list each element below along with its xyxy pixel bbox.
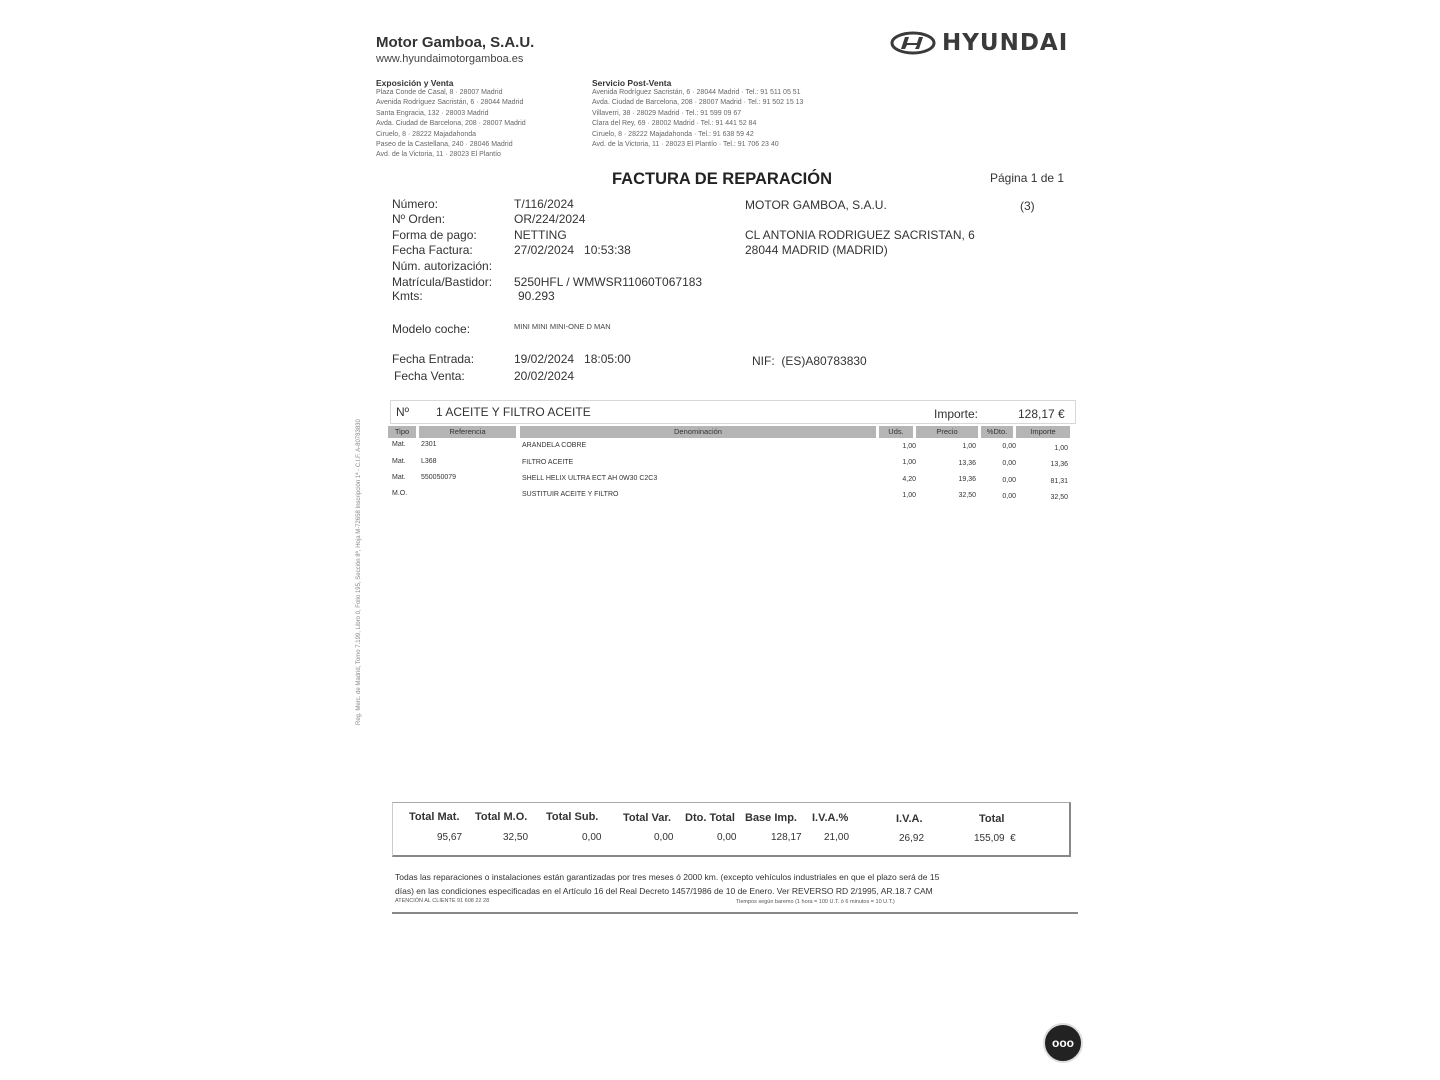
service-addresses (592, 78, 803, 150)
modelo-value: MINI MINI MINI-ONE D MAN (514, 322, 611, 331)
col-dto: %Dto. (981, 426, 1013, 438)
fecha-factura-value: 27/02/2024 10:53:38 (514, 243, 631, 257)
cell-tipo: Mat. (392, 474, 406, 481)
matricula-label: Matrícula/Bastidor: (392, 275, 493, 289)
fecha-factura-label: Fecha Factura: (392, 243, 473, 257)
cell-precio: 32,50 (958, 492, 976, 499)
total-sub-label: Total Sub. (546, 811, 599, 823)
total-sub-value: 0,00 (582, 832, 602, 843)
numero-label: Número: (392, 197, 439, 211)
iva-label: I.V.A. (896, 813, 923, 825)
address-line: Avda. Ciudad de Barcelona, 208 · 28007 Madrid · Tel.: 91 502 15 13 (592, 99, 804, 107)
dto-total-value: 0,00 (717, 832, 737, 843)
legal-line-2: días) en las condiciones especificadas en el Artículo 16 del Real Decreto 1457/1986 de 10 de Enero. Ver REVERSO RD 2/1995, AR.18.7 CAM (395, 886, 933, 896)
sales-addresses (376, 78, 526, 161)
total-value: 155,09 € (974, 833, 1016, 844)
orden-value: OR/224/2024 (514, 212, 586, 226)
pago-label: Forma de pago: (392, 228, 477, 242)
address-line: Avd. de la Victoria, 11 · 28023 El Plantío (376, 151, 501, 159)
total-mo-value: 32,50 (503, 832, 529, 843)
company-website: www.hyundaimotorgamboa.es (376, 53, 524, 65)
cell-tipo: Mat. (392, 458, 406, 465)
address-line: Avd. de la Victoria, 11 · 28023 El Plantío · Tel.: 91 706 23 40 (592, 141, 779, 149)
cell-tipo: M.O. (392, 490, 408, 497)
cell-precio: 19,36 (958, 476, 976, 483)
col-tipo: Tipo (388, 426, 416, 438)
brand-name: HYUNDAI (942, 30, 1069, 56)
cell-uds: 4,20 (902, 476, 916, 483)
cell-uds: 1,00 (902, 443, 916, 450)
address-line: Santa Engracia, 132 · 28003 Madrid (376, 109, 489, 117)
document-title: FACTURA DE REPARACIÓN (612, 170, 833, 188)
total-var-value: 0,00 (654, 832, 674, 843)
col-importe: Importe (1016, 426, 1070, 438)
modelo-label: Modelo coche: (392, 322, 471, 336)
total-var-label: Total Var. (623, 812, 672, 824)
col-precio: Precio (916, 426, 978, 438)
fecha-venta-value: 20/02/2024 (514, 369, 575, 383)
cell-uds: 1,00 (902, 492, 916, 499)
cell-referencia: L368 (421, 458, 437, 465)
cell-precio: 13,36 (958, 460, 976, 467)
iva-pct-value: 21,00 (824, 832, 850, 843)
legal-line-1: Todas las reparaciones o instalaciones están garantizadas por tres meses ó 2000 km. (excepto vehículos industriales en que el plazo será de 15 (395, 872, 940, 882)
kms-value: 90.293 (518, 289, 555, 303)
registration-side-text: Reg. Merc. de Madrid, Tomo 7.199, Libro 0, Folio 195, Sección 8ª, Hoja M-72658 Inscripción 1ª - C.I.F. A-80783830 (356, 419, 362, 725)
line-description: 1 ACEITE Y FILTRO ACEITE (436, 405, 591, 419)
brand-logo (890, 30, 1068, 56)
cell-denominacion: ARANDELA COBRE (522, 442, 587, 449)
cell-uds: 1,00 (902, 459, 916, 466)
orden-label: Nº Orden: (392, 212, 446, 226)
fecha-venta-label: Fecha Venta: (394, 369, 465, 383)
customer-nif: NIF: (ES)A80783830 (752, 354, 867, 368)
cell-referencia: 2301 (421, 441, 437, 448)
page-number: Página 1 de 1 (990, 171, 1065, 185)
col-referencia: Referencia (419, 426, 516, 438)
cell-importe: 1,00 (1054, 445, 1068, 452)
dto-total-label: Dto. Total (685, 812, 735, 824)
address-line: Paseo de la Castellana, 240 · 28046 Madrid (376, 141, 513, 149)
address-line: Avda. Ciudad de Barcelona, 208 · 28007 Madrid (376, 120, 526, 128)
labour-time-note: Tiempos según baremo (1 hora = 100 U.T. ó 6 minutos = 10 U.T.) (736, 899, 895, 905)
base-imp-label: Base Imp. (745, 812, 797, 824)
base-imp-value: 128,17 (771, 832, 802, 843)
iva-pct-label: I.V.A.% (812, 812, 849, 824)
total-label: Total (979, 813, 1005, 825)
cell-precio: 1,00 (962, 443, 976, 450)
address-line: Villaverri, 38 · 28029 Madrid · Tel.: 91 599 09 67 (592, 109, 742, 117)
cell-tipo: Mat. (392, 441, 406, 448)
autorizacion-label: Núm. autorización: (392, 259, 493, 273)
line-number-label: Nº (396, 405, 410, 419)
hyundai-logo-icon (890, 31, 936, 55)
customer-code: (3) (1020, 199, 1035, 213)
cell-importe: 81,31 (1050, 478, 1068, 485)
cell-denominacion: FILTRO ACEITE (522, 459, 574, 466)
pago-value: NETTING (514, 228, 567, 242)
cell-referencia: 550050079 (421, 474, 457, 481)
address-line: Plaza Conde de Casal, 8 · 28007 Madrid (376, 89, 503, 96)
address-line: Clara del Rey, 69 · 28002 Madrid · Tel.: 91 441 52 84 (592, 120, 757, 128)
address-line: Ciruelo, 8 · 28222 Majadahonda · Tel.: 91 638 59 42 (592, 130, 754, 138)
total-mat-value: 95,67 (437, 832, 463, 843)
line-importe: 128,17 € (1018, 407, 1065, 421)
cell-dto: 0,00 (1002, 493, 1016, 500)
fecha-entrada-value: 19/02/2024 18:05:00 (514, 352, 631, 366)
fecha-entrada-label: Fecha Entrada: (392, 352, 475, 366)
iva-value: 26,92 (899, 833, 925, 844)
kms-label: Kmts: (392, 289, 423, 303)
cell-dto: 0,00 (1002, 460, 1016, 467)
matricula-value: 5250HFL / WMWSR11060T067183 (514, 275, 703, 289)
customer-name: MOTOR GAMBOA, S.A.U. (745, 198, 887, 212)
line-importe-label: Importe: (934, 407, 979, 421)
customer-address-1: CL ANTONIA RODRIGUEZ SACRISTAN, 6 (745, 228, 975, 242)
customer-service-phone: ATENCIÓN AL CLIENTE 91 608 22 28 (395, 898, 490, 904)
address-line: Ciruelo, 8 · 28222 Majadahonda (376, 130, 477, 138)
customer-address-2: 28044 MADRID (MADRID) (745, 243, 888, 257)
cell-dto: 0,00 (1002, 443, 1016, 450)
sales-title: Exposición y Venta (376, 78, 454, 88)
total-mat-label: Total Mat. (409, 811, 460, 823)
footer-divider (392, 912, 1078, 914)
cell-importe: 32,50 (1050, 494, 1068, 501)
cell-dto: 0,00 (1002, 477, 1016, 484)
cell-denominacion: SUSTITUIR ACEITE Y FILTRO (522, 491, 619, 498)
watermark-badge: ooo (1043, 1023, 1083, 1063)
total-mo-label: Total M.O. (475, 811, 528, 823)
cell-importe: 13,36 (1050, 461, 1068, 468)
numero-value: T/116/2024 (514, 197, 574, 211)
cell-denominacion: SHELL HELIX ULTRA ECT AH 0W30 C2C3 (522, 475, 658, 482)
col-uds: Uds. (879, 426, 913, 438)
address-line: Avenida Rodríguez Sacristán, 6 · 28044 Madrid (376, 99, 524, 107)
company-name: Motor Gamboa, S.A.U. (376, 34, 535, 51)
col-denominacion: Denominación (520, 426, 876, 438)
service-title: Servicio Post-Venta (592, 78, 672, 88)
address-line: Avenida Rodríguez Sacristán, 6 · 28044 Madrid · Tel.: 91 511 05 51 (592, 89, 801, 96)
